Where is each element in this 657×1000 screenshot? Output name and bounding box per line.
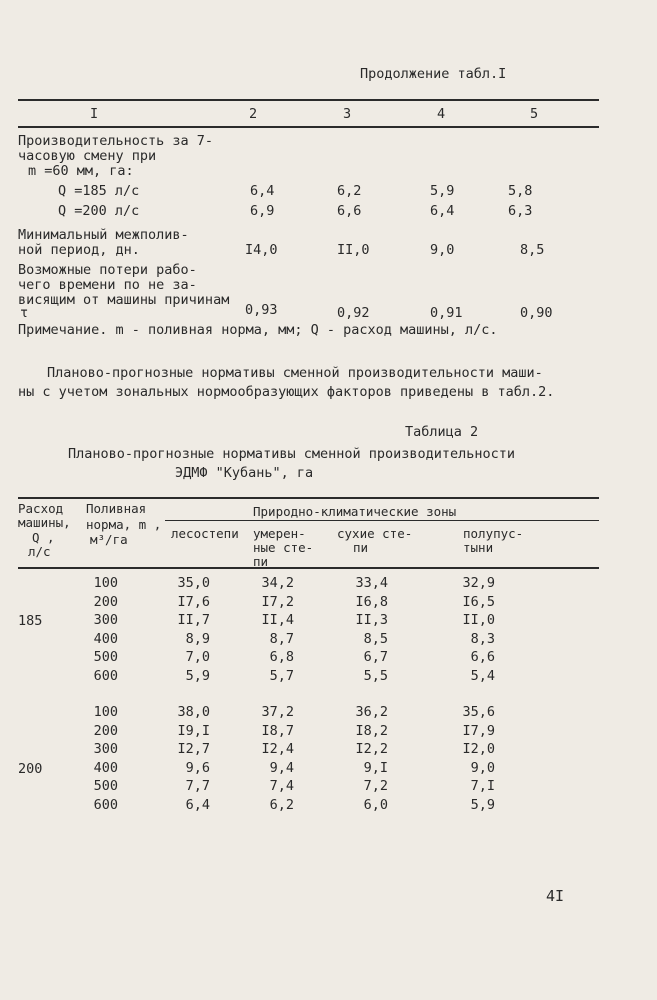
value-cell: I2,0 bbox=[462, 741, 495, 757]
zone-dry-steppe-line2: пи bbox=[353, 540, 369, 555]
norm-cell: 100 bbox=[93, 704, 118, 720]
value-cell: 9,6 bbox=[185, 759, 210, 776]
productivity-value: 6,4 bbox=[430, 203, 455, 219]
norm-cell: 400 bbox=[93, 759, 118, 776]
interval-value: 9,0 bbox=[430, 242, 455, 258]
value-cell: 7,2 bbox=[363, 778, 388, 794]
productivity-label-line1: Производительность за 7- bbox=[18, 133, 214, 149]
zone-moderate-steppe-line3: пи bbox=[253, 554, 269, 569]
productivity-value: 6,6 bbox=[337, 203, 362, 219]
value-cell: 32,9 bbox=[462, 575, 495, 591]
col-discharge-header-line1: Расход bbox=[18, 501, 64, 516]
value-cell: 6,0 bbox=[363, 796, 388, 813]
value-cell: 5,5 bbox=[363, 667, 388, 684]
table1-header-col5: 5 bbox=[530, 106, 539, 122]
value-cell: I7,6 bbox=[177, 593, 210, 610]
value-cell: I6,5 bbox=[462, 593, 495, 610]
value-cell: 34,2 bbox=[261, 575, 294, 591]
value-cell: 8,9 bbox=[185, 630, 210, 647]
value-cell: 6,4 bbox=[185, 796, 210, 813]
norm-cell: 100 bbox=[93, 575, 118, 591]
interval-label-line2: ной период, дн. bbox=[18, 242, 140, 258]
col-discharge-header-line2: машины, bbox=[18, 515, 71, 530]
productivity-label-line2: часовую смену при bbox=[18, 148, 157, 164]
losses-value: 0,93 bbox=[245, 302, 278, 318]
interval-label-line1: Минимальный межполив- bbox=[18, 227, 189, 243]
value-cell: 5,7 bbox=[269, 667, 294, 684]
col-discharge-header-line4: л/с bbox=[28, 544, 51, 559]
zone-moderate-steppe-line1: умерен- bbox=[253, 526, 306, 541]
interval-value: I4,0 bbox=[245, 242, 278, 258]
value-cell: I2,7 bbox=[177, 741, 210, 757]
zone-semi-desert-line1: полупус- bbox=[463, 526, 524, 541]
value-cell: I7,2 bbox=[261, 593, 294, 610]
table1-header-rule bbox=[18, 126, 599, 128]
value-cell: 7,I bbox=[470, 778, 495, 794]
value-cell: 7,4 bbox=[269, 778, 294, 794]
zone-semi-desert-line2: тыни bbox=[463, 540, 494, 555]
zone-dry-steppe-line1: сухие сте- bbox=[337, 526, 413, 541]
page-number: 4I bbox=[546, 887, 565, 905]
table2-top-rule bbox=[18, 497, 599, 499]
table2-title-line1: Планово-прогнозные нормативы сменной производительности bbox=[68, 446, 516, 462]
norm-cell: 200 bbox=[93, 722, 118, 739]
table2-label: Таблица 2 bbox=[405, 424, 479, 440]
value-cell: 5,9 bbox=[185, 667, 210, 684]
col-norm-header-line3: м³/га bbox=[90, 532, 128, 547]
value-cell: 8,7 bbox=[269, 630, 294, 647]
value-cell: 35,6 bbox=[462, 704, 495, 720]
table1-header-col2: 2 bbox=[249, 106, 258, 122]
col-norm-header-line2: норма, m , bbox=[86, 517, 162, 532]
norm-cell: 600 bbox=[93, 796, 118, 813]
value-cell: 8,3 bbox=[470, 630, 495, 647]
value-cell: 35,0 bbox=[177, 575, 210, 591]
value-cell: I7,9 bbox=[462, 722, 495, 739]
zone-forest-steppe: лесостепи bbox=[171, 526, 239, 541]
losses-label-line2: чего времени по не за- bbox=[18, 277, 197, 293]
losses-label-line1: Возможные потери рабо- bbox=[18, 262, 197, 278]
paragraph-line2: ны с учетом зональных нормообразующих факторов приведены в табл.2. bbox=[18, 384, 555, 400]
norm-cell: 500 bbox=[93, 649, 118, 665]
value-cell: 7,0 bbox=[185, 649, 210, 665]
productivity-value: 5,9 bbox=[430, 183, 455, 199]
norm-cell: 200 bbox=[93, 593, 118, 610]
value-cell: II,7 bbox=[177, 612, 210, 628]
value-cell: I9,I bbox=[177, 722, 210, 739]
productivity-label-line3: m =60 мм, га: bbox=[28, 163, 134, 179]
value-cell: II,0 bbox=[462, 612, 495, 628]
value-cell: 36,2 bbox=[355, 704, 388, 720]
productivity-row-label: Q =200 л/с bbox=[58, 203, 140, 219]
table2-zones-rule bbox=[165, 520, 599, 521]
norm-cell: 500 bbox=[93, 778, 118, 794]
productivity-row-label: Q =185 л/с bbox=[58, 183, 140, 199]
interval-value: 8,5 bbox=[520, 242, 545, 258]
value-cell: I6,8 bbox=[355, 593, 388, 610]
value-cell: 6,7 bbox=[363, 649, 388, 665]
value-cell: 7,7 bbox=[185, 778, 210, 794]
table1-top-rule bbox=[18, 99, 599, 101]
value-cell: I2,4 bbox=[261, 741, 294, 757]
value-cell: I8,7 bbox=[261, 722, 294, 739]
losses-value: 0,92 bbox=[337, 305, 370, 321]
productivity-value: 6,3 bbox=[508, 203, 533, 219]
productivity-value: 6,4 bbox=[250, 183, 275, 199]
discharge-200: 200 bbox=[18, 761, 43, 777]
value-cell: 6,2 bbox=[269, 796, 294, 813]
table1-caption: Продолжение табл.I bbox=[360, 66, 507, 82]
table1-header-col4: 4 bbox=[437, 106, 446, 122]
value-cell: 37,2 bbox=[261, 704, 294, 720]
zones-header: Природно-климатические зоны bbox=[253, 504, 457, 519]
discharge-185: 185 bbox=[18, 613, 43, 629]
zone-moderate-steppe-line2: ные сте- bbox=[253, 540, 314, 555]
value-cell: 5,4 bbox=[470, 667, 495, 684]
table1-header-col1: I bbox=[90, 106, 99, 122]
value-cell: 9,0 bbox=[470, 759, 495, 776]
table2-header-rule bbox=[18, 567, 599, 569]
value-cell: 5,9 bbox=[470, 796, 495, 813]
losses-value: 0,91 bbox=[430, 305, 463, 321]
norm-cell: 300 bbox=[93, 612, 118, 628]
value-cell: 6,6 bbox=[470, 649, 495, 665]
value-cell: 33,4 bbox=[355, 575, 388, 591]
norm-cell: 400 bbox=[93, 630, 118, 647]
table2-title-line2: ЭДМФ "Кубань", га bbox=[175, 465, 314, 481]
value-cell: 9,I bbox=[363, 759, 388, 776]
table1-header-col3: 3 bbox=[343, 106, 352, 122]
productivity-value: 6,9 bbox=[250, 203, 275, 219]
value-cell: 6,8 bbox=[269, 649, 294, 665]
productivity-value: 5,8 bbox=[508, 183, 533, 199]
losses-label-line3: висящим от машины причинам bbox=[18, 292, 230, 308]
value-cell: 8,5 bbox=[363, 630, 388, 647]
table1-note: Примечание. m - поливная норма, мм; Q - расход машины, л/с. bbox=[18, 322, 498, 338]
col-discharge-header-line3: Q , bbox=[32, 530, 55, 545]
norm-cell: 600 bbox=[93, 667, 118, 684]
losses-value: 0,90 bbox=[520, 305, 553, 321]
interval-value: II,0 bbox=[337, 242, 370, 258]
value-cell: 38,0 bbox=[177, 704, 210, 720]
paragraph-line1: Планово-прогнозные нормативы сменной производительности маши- bbox=[47, 365, 543, 381]
value-cell: 9,4 bbox=[269, 759, 294, 776]
losses-symbol: τ bbox=[20, 305, 29, 321]
norm-cell: 300 bbox=[93, 741, 118, 757]
col-norm-header-line1: Поливная bbox=[86, 501, 147, 516]
value-cell: I2,2 bbox=[355, 741, 388, 757]
productivity-value: 6,2 bbox=[337, 183, 362, 199]
value-cell: II,4 bbox=[261, 612, 294, 628]
value-cell: I8,2 bbox=[355, 722, 388, 739]
value-cell: II,3 bbox=[355, 612, 388, 628]
